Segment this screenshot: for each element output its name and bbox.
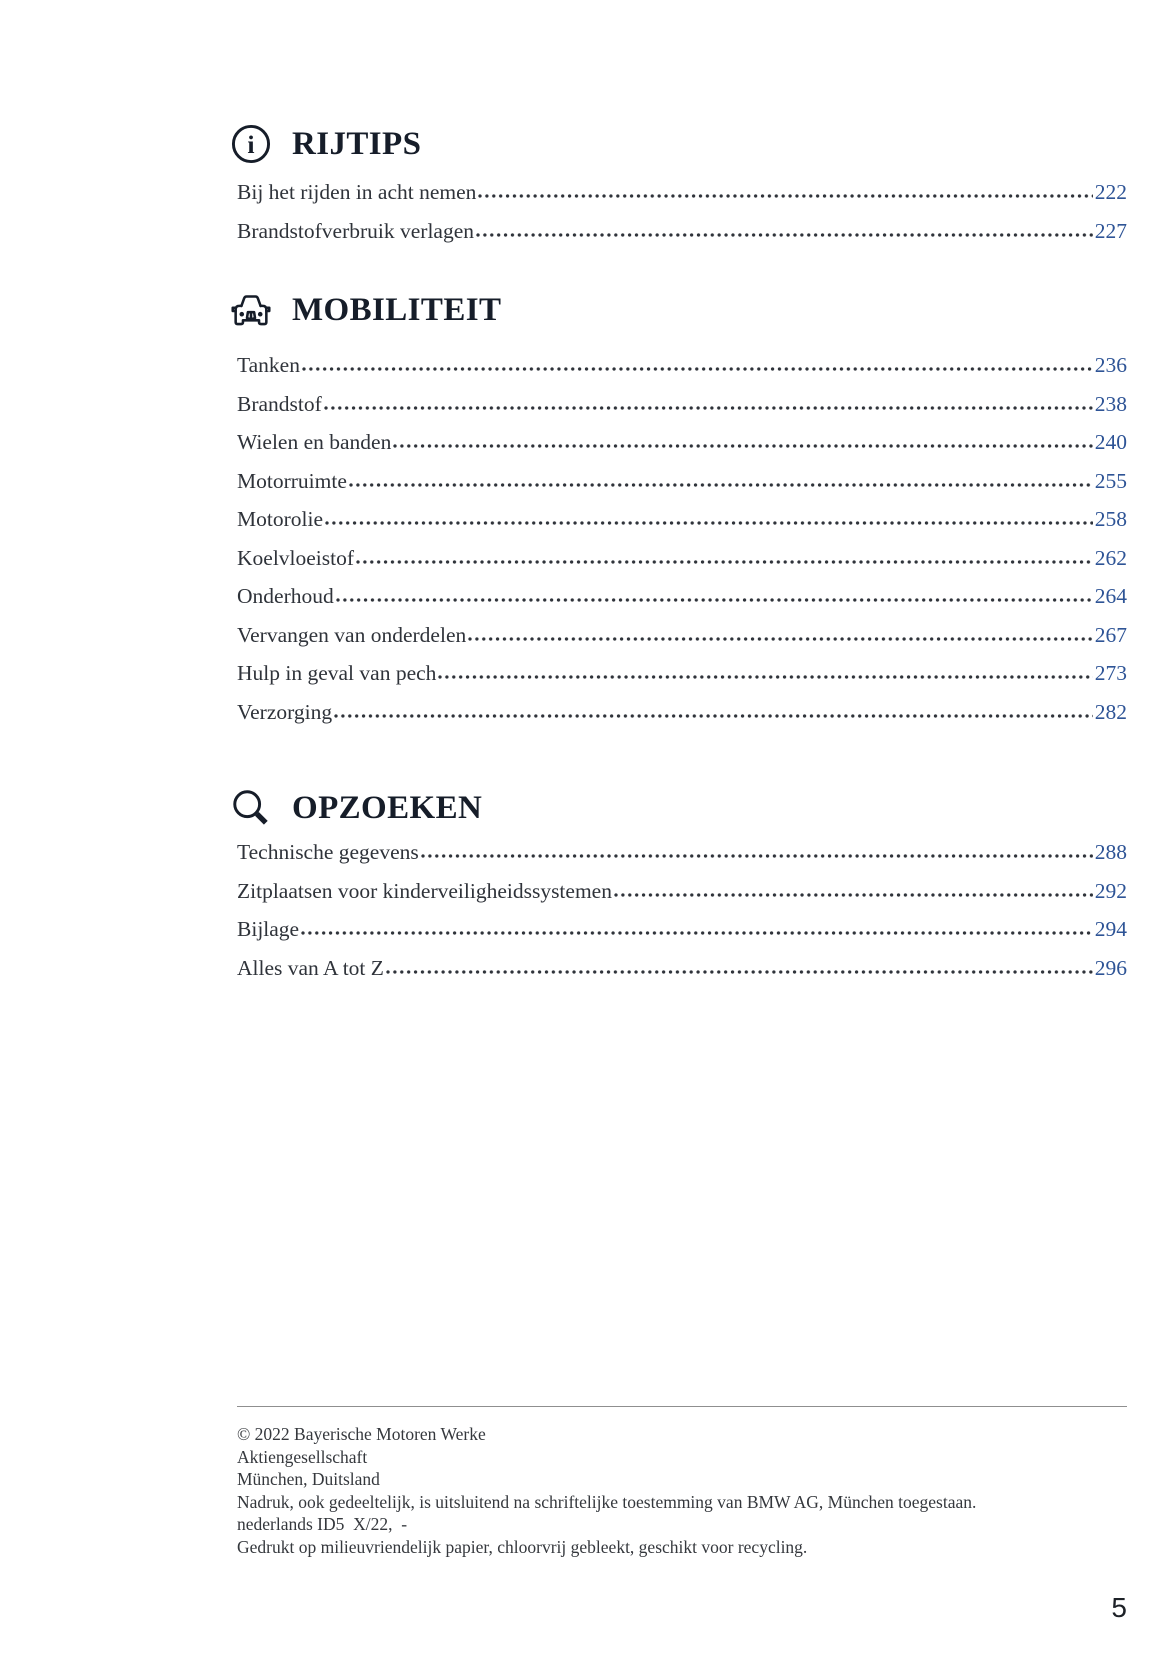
toc-entry-page: 236 bbox=[1094, 353, 1127, 377]
imprint-line: München, Duitsland bbox=[237, 1469, 380, 1490]
toc-entry-page: 238 bbox=[1094, 391, 1127, 416]
dot-leader bbox=[335, 597, 1093, 603]
dot-leader bbox=[300, 930, 1093, 936]
toc-section-rijtips bbox=[237, 122, 1127, 250]
imprint-line: © 2022 Bayerische Motoren Werke bbox=[237, 1424, 486, 1444]
toc-entry[interactable] bbox=[237, 423, 1127, 462]
section-title: RIJTIPS bbox=[292, 125, 422, 162]
toc-entry[interactable] bbox=[237, 500, 1127, 539]
section-title: OPZOEKEN bbox=[292, 789, 483, 826]
toc-entry-page: 240 bbox=[1094, 430, 1127, 454]
dot-leader bbox=[613, 892, 1093, 898]
section-entries bbox=[237, 833, 1127, 987]
info-icon bbox=[230, 123, 272, 165]
dot-leader bbox=[324, 520, 1093, 526]
section-header bbox=[230, 288, 1127, 332]
section-header bbox=[230, 786, 1127, 830]
toc-entry[interactable] bbox=[237, 173, 1127, 212]
dot-leader bbox=[477, 193, 1092, 199]
toc-entry-label: Technische gegevens bbox=[237, 840, 419, 864]
imprint-lines bbox=[237, 1423, 1127, 1559]
toc-entry-label: Hulp in geval van pech bbox=[237, 661, 437, 685]
toc-entry-label: Bijlage bbox=[237, 917, 300, 941]
search-icon bbox=[230, 787, 272, 829]
toc-entry-page: 222 bbox=[1094, 180, 1127, 204]
toc-entry[interactable] bbox=[237, 539, 1127, 578]
toc-entry-label: Wielen en banden bbox=[237, 430, 392, 454]
toc-entry[interactable] bbox=[237, 949, 1127, 988]
toc-entry-page: 262 bbox=[1094, 545, 1127, 570]
toc-entry-page: 227 bbox=[1094, 218, 1127, 243]
table-of-contents bbox=[237, 0, 1127, 987]
toc-entry[interactable] bbox=[237, 385, 1127, 424]
page-number: 5 bbox=[1111, 1592, 1127, 1623]
dot-leader bbox=[467, 636, 1093, 642]
toc-entry-page: 258 bbox=[1094, 507, 1127, 531]
toc-entry-label: Onderhoud bbox=[237, 584, 334, 608]
imprint-line: Gedrukt op milieuvriendelijk papier, chloorvrij gebleekt, geschikt voor recycling. bbox=[237, 1536, 808, 1557]
dot-leader bbox=[333, 713, 1093, 719]
dot-leader bbox=[420, 853, 1093, 859]
toc-entry[interactable] bbox=[237, 833, 1127, 872]
toc-entry[interactable] bbox=[237, 910, 1127, 949]
toc-entry-label: Alles van A tot Z bbox=[237, 955, 384, 980]
toc-entry[interactable] bbox=[237, 872, 1127, 911]
toc-section-mobiliteit bbox=[237, 288, 1127, 731]
toc-entry[interactable] bbox=[237, 212, 1127, 251]
toc-entry[interactable] bbox=[237, 577, 1127, 616]
toc-entry-label: Verzorging bbox=[237, 699, 333, 724]
imprint-line: Nadruk, ook gedeeltelijk, is uitsluitend na schriftelijke toestemming van BMW AG, München toegestaan. bbox=[237, 1491, 977, 1512]
toc-entry-label: Tanken bbox=[237, 353, 300, 377]
car-icon bbox=[230, 289, 272, 331]
dot-leader bbox=[301, 366, 1093, 372]
dot-leader bbox=[385, 969, 1093, 975]
svg-text:i: i bbox=[247, 130, 255, 160]
toc-entry-page: 264 bbox=[1094, 584, 1127, 608]
toc-entry-page: 255 bbox=[1094, 468, 1127, 493]
dot-leader bbox=[437, 674, 1092, 680]
section-title: MOBILITEIT bbox=[292, 291, 502, 328]
toc-entry-page: 273 bbox=[1094, 661, 1127, 685]
dot-leader bbox=[355, 559, 1093, 565]
toc-entry-label: Motorruimte bbox=[237, 468, 347, 493]
toc-entry[interactable] bbox=[237, 654, 1127, 693]
dot-leader bbox=[392, 443, 1092, 449]
section-entries bbox=[237, 346, 1127, 731]
dot-leader bbox=[323, 405, 1093, 411]
toc-entry-label: Koelvloeistof bbox=[237, 545, 355, 570]
toc-entry-label: Zitplaatsen voor kinderveiligheidssystemen bbox=[237, 878, 612, 903]
imprint-footer bbox=[237, 1406, 1127, 1559]
toc-entry[interactable] bbox=[237, 462, 1127, 501]
toc-entry[interactable] bbox=[237, 616, 1127, 655]
toc-entry-label: Brandstofverbruik verlagen bbox=[237, 218, 475, 243]
section-entries bbox=[237, 173, 1127, 250]
toc-entry-label: Motorolie bbox=[237, 507, 323, 531]
toc-section-opzoeken bbox=[237, 786, 1127, 987]
toc-entry-page: 282 bbox=[1094, 699, 1127, 724]
toc-entry-label: Bij het rijden in acht nemen bbox=[237, 180, 477, 204]
imprint-line: Aktiengesellschaft bbox=[237, 1446, 368, 1467]
toc-entry-page: 267 bbox=[1094, 622, 1127, 647]
toc-entry[interactable] bbox=[237, 693, 1127, 732]
dot-leader bbox=[348, 482, 1093, 488]
imprint-line: nederlands ID5 X/22, - bbox=[237, 1514, 408, 1535]
section-header bbox=[230, 122, 1127, 166]
toc-entry-page: 288 bbox=[1094, 840, 1127, 864]
toc-entry-page: 292 bbox=[1094, 878, 1127, 903]
toc-entry-page: 294 bbox=[1094, 917, 1127, 941]
toc-entry-label: Vervangen van onderdelen bbox=[237, 622, 467, 647]
toc-entry-page: 296 bbox=[1094, 955, 1127, 980]
dot-leader bbox=[475, 232, 1093, 238]
toc-entry-label: Brandstof bbox=[237, 391, 322, 416]
toc-entry[interactable] bbox=[237, 346, 1127, 385]
